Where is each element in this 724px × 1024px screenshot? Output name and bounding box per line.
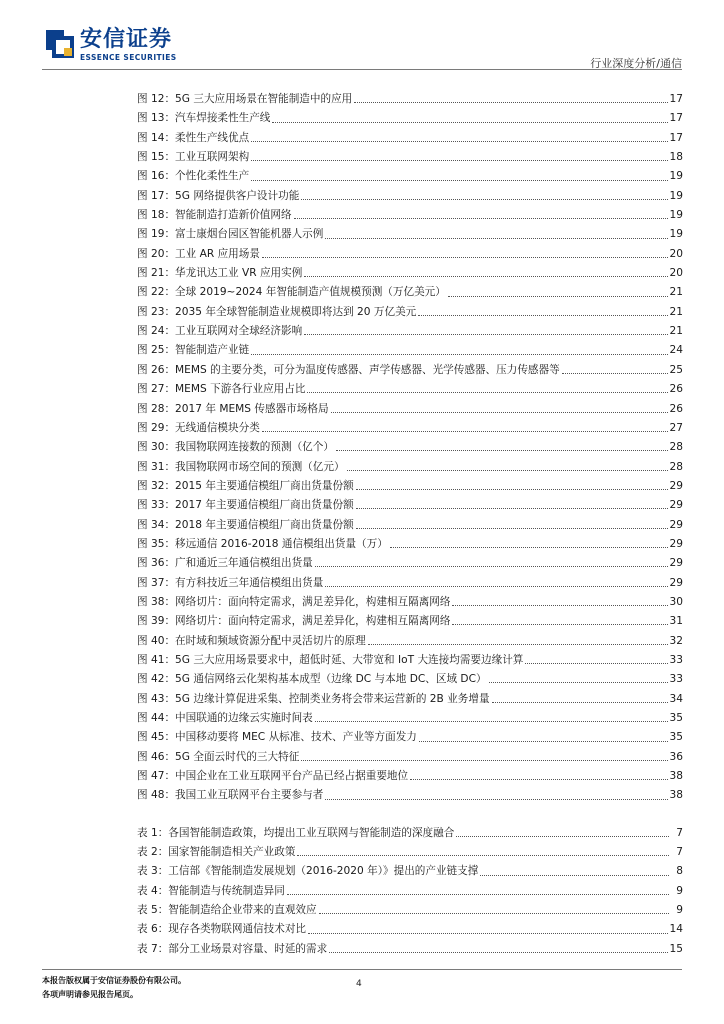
entry-label: 图 39： <box>137 615 176 628</box>
figure-entry[interactable] <box>137 206 683 225</box>
dot-leader <box>325 798 667 800</box>
entry-page-number: 34 <box>669 692 683 705</box>
entry-page-number: 19 <box>669 189 683 202</box>
header-divider <box>42 69 682 70</box>
figure-entry[interactable] <box>137 709 683 728</box>
entry-label: 图 18： <box>137 209 176 222</box>
dot-leader <box>525 662 667 664</box>
entry-page-number: 14 <box>669 923 683 936</box>
figure-entry[interactable] <box>137 767 683 786</box>
entry-label: 图 12： <box>137 93 176 105</box>
entry-title: 广和通近三年通信模组出货量 <box>175 557 313 570</box>
figure-entry[interactable] <box>137 554 683 573</box>
figure-entry[interactable] <box>137 283 683 302</box>
entry-label: 图 30： <box>137 441 176 454</box>
entry-title: 有方科技近三年通信模组出货量 <box>175 576 324 589</box>
entry-page-number: 20 <box>669 247 683 260</box>
entry-title: 5G 三大应用场景要求中，超低时延、大带宽和 IoT 大连接均需要边缘计算 <box>175 653 524 666</box>
section-spacer <box>137 806 683 824</box>
entry-label: 图 25： <box>137 344 176 357</box>
entry-title: 工业互联网架构 <box>175 151 250 164</box>
entry-title: 5G 边缘计算促进采集、控制类业务将会带来运营新的 2B 业务增量 <box>175 692 490 705</box>
entry-title: 中国移动要将 MEC 从标准、技术、产业等方面发力 <box>175 731 417 744</box>
figure-entry[interactable] <box>137 574 683 593</box>
entry-label: 图 44： <box>137 712 176 724</box>
entry-label: 图 46： <box>137 750 176 763</box>
entry-title: 智能制造与传统制造异同 <box>168 884 285 897</box>
entry-page-number: 17 <box>669 112 683 125</box>
entry-label: 图 36： <box>137 557 176 570</box>
dot-leader <box>304 275 667 277</box>
entry-page-number: 17 <box>669 131 683 144</box>
entry-title: 移远通信 2016-2018 通信模组出货量（万） <box>175 537 388 550</box>
entry-label: 图 29： <box>137 421 176 434</box>
entry-title: 工业互联网对全球经济影响 <box>175 325 303 338</box>
dot-leader <box>315 720 668 722</box>
figure-entry[interactable] <box>137 477 683 496</box>
entry-page-number: 19 <box>669 170 683 183</box>
page-header <box>0 0 724 70</box>
entry-label: 图 45： <box>137 731 176 744</box>
entry-page-number: 38 <box>669 789 683 802</box>
entry-label: 表 7： <box>137 942 169 955</box>
dot-leader <box>390 546 668 548</box>
entry-page-number: 31 <box>669 615 683 628</box>
entry-page-number: 21 <box>669 286 683 299</box>
dot-leader <box>287 893 669 895</box>
figure-entry[interactable] <box>137 187 683 206</box>
dot-leader <box>325 585 667 587</box>
table-entry[interactable] <box>137 824 683 843</box>
company-logo <box>44 28 182 68</box>
figure-entry[interactable] <box>137 728 683 747</box>
entry-page-number: 29 <box>669 576 683 589</box>
entry-label: 图 41： <box>137 653 176 666</box>
logo-english-name: ESSENCE SECURITIES <box>80 53 177 62</box>
dot-leader <box>354 101 667 103</box>
entry-label: 图 31： <box>137 460 176 473</box>
entry-page-number: 29 <box>669 537 683 550</box>
dot-leader <box>262 256 668 258</box>
entry-label: 图 21： <box>137 267 176 280</box>
table-entry[interactable] <box>137 862 683 881</box>
entry-label: 图 34： <box>137 518 176 531</box>
entry-label: 表 5： <box>137 904 169 917</box>
entry-page-number: 8 <box>676 865 683 878</box>
entry-title: 部分工业场景对容量、时延的需求 <box>168 942 328 955</box>
dot-leader <box>452 623 667 625</box>
entry-title: 我国物联网连接数的预测（亿个） <box>175 441 334 454</box>
entry-title: 柔性生产线优点 <box>175 131 250 144</box>
dot-leader <box>301 759 667 761</box>
dot-leader <box>251 353 667 355</box>
entry-title: 富士康烟台园区智能机器人示例 <box>175 228 324 241</box>
dot-leader <box>272 121 667 123</box>
entry-label: 图 22： <box>137 286 176 299</box>
figure-entry[interactable] <box>137 535 683 554</box>
entry-title: 5G 三大应用场景在智能制造中的应用 <box>175 93 353 105</box>
entry-page-number: 29 <box>669 557 683 570</box>
entry-title: 智能制造打造新价值网络 <box>175 209 292 222</box>
entry-label: 图 27： <box>137 383 176 396</box>
dot-leader <box>492 701 668 703</box>
entry-title: 个性化柔性生产 <box>175 170 250 183</box>
entry-label: 表 4： <box>137 884 169 897</box>
entry-page-number: 36 <box>669 750 683 763</box>
page-number: 4 <box>356 979 362 989</box>
entry-page-number: 32 <box>669 634 683 647</box>
figure-entry[interactable] <box>137 748 683 767</box>
dot-leader <box>410 778 667 780</box>
figure-entry[interactable] <box>137 109 683 128</box>
entry-title: 中国联通的边缘云实施时间表 <box>175 712 313 724</box>
entry-label: 图 13： <box>137 112 176 125</box>
entry-title: 5G 全面云时代的三大特征 <box>175 750 300 763</box>
dot-leader <box>262 430 668 432</box>
figure-entry[interactable] <box>137 148 683 167</box>
entry-title: MEMS 的主要分类，可分为温度传感器、声学传感器、光学传感器、压力传感器等 <box>175 363 560 376</box>
entry-label: 图 43： <box>137 692 176 705</box>
entry-title: 现存各类物联网通信技术对比 <box>168 923 307 936</box>
entry-label: 图 37： <box>137 576 176 589</box>
entry-page-number: 33 <box>669 673 683 686</box>
entry-title: 2018 年主要通信模组厂商出货量份额 <box>175 518 354 531</box>
dot-leader <box>307 391 667 393</box>
document-category: 行业深度分析/通信 <box>590 57 682 70</box>
table-entry[interactable] <box>137 843 683 862</box>
figure-entry[interactable] <box>137 264 683 283</box>
footer-copyright: 本报告版权属于安信证券股份有限公司。 <box>42 976 186 985</box>
entry-page-number: 19 <box>669 228 683 241</box>
entry-label: 图 33： <box>137 499 176 512</box>
dot-leader <box>319 912 669 914</box>
table-entry[interactable] <box>137 882 683 901</box>
entry-page-number: 21 <box>669 325 683 338</box>
figure-entry[interactable] <box>137 632 683 651</box>
entry-label: 表 1： <box>137 826 169 839</box>
entry-label: 图 48： <box>137 789 176 802</box>
essence-logo-icon <box>44 28 74 58</box>
entry-page-number: 20 <box>669 267 683 280</box>
dot-leader <box>331 411 668 413</box>
entry-title: 国家智能制造相关产业政策 <box>168 846 296 859</box>
entry-label: 图 20： <box>137 247 176 260</box>
figure-entry[interactable] <box>137 341 683 360</box>
entry-label: 表 2： <box>137 846 169 859</box>
figure-entry[interactable] <box>137 400 683 419</box>
entry-title: 华龙讯达工业 VR 应用实例 <box>175 267 303 280</box>
dot-leader <box>251 179 667 181</box>
entry-title: 无线通信模块分类 <box>175 421 260 434</box>
entry-title: 工业 AR 应用场景 <box>175 247 260 260</box>
figure-entry[interactable] <box>137 419 683 438</box>
figure-entry[interactable] <box>137 612 683 631</box>
dot-leader <box>301 198 667 200</box>
entry-label: 图 17： <box>137 189 176 202</box>
entry-page-number: 29 <box>669 518 683 531</box>
entry-label: 表 3： <box>137 865 169 878</box>
entry-page-number: 38 <box>669 770 683 783</box>
entry-page-number: 35 <box>669 712 683 724</box>
entry-label: 图 24： <box>137 325 176 338</box>
entry-page-number: 27 <box>669 421 683 434</box>
dot-leader <box>315 565 668 567</box>
figure-entry[interactable] <box>137 225 683 244</box>
dot-leader <box>489 681 668 683</box>
entry-label: 图 28： <box>137 402 176 415</box>
figure-entry[interactable] <box>137 361 683 380</box>
figure-entry[interactable] <box>137 380 683 399</box>
entry-title: MEMS 下游各行业应用占比 <box>175 383 306 396</box>
entry-page-number: 18 <box>669 151 683 164</box>
entry-title: 2035 年全球智能制造业规模即将达到 20 万亿美元 <box>175 305 417 318</box>
entry-label: 图 35： <box>137 537 176 550</box>
entry-title: 中国企业在工业互联网平台产品已经占据重要地位 <box>175 770 409 783</box>
entry-title: 我国工业互联网平台主要参与者 <box>175 789 324 802</box>
dot-leader <box>304 333 667 335</box>
dot-leader <box>356 488 668 490</box>
table-entry[interactable] <box>137 901 683 920</box>
figure-entry[interactable] <box>137 458 683 477</box>
entry-title: 5G 通信网络云化架构基本成型（边缘 DC 与本地 DC、区域 DC） <box>175 673 487 686</box>
figure-entry[interactable] <box>137 167 683 186</box>
entry-title: 2017 年主要通信模组厂商出货量份额 <box>175 499 354 512</box>
entry-page-number: 9 <box>676 904 683 917</box>
entry-page-number: 35 <box>669 731 683 744</box>
dot-leader <box>480 874 669 876</box>
entry-title: 各国智能制造政策，均提出工业互联网与智能制造的深度融合 <box>168 826 455 839</box>
entry-label: 图 16： <box>137 170 176 183</box>
entry-page-number: 26 <box>669 402 683 415</box>
figure-entry[interactable] <box>137 670 683 689</box>
dot-leader <box>294 217 668 219</box>
entry-label: 图 19： <box>137 228 176 241</box>
dot-leader <box>251 140 667 142</box>
entry-title: 2017 年 MEMS 传感器市场格局 <box>175 402 329 415</box>
entry-label: 表 6： <box>137 923 169 936</box>
entry-title: 智能制造产业链 <box>175 344 250 357</box>
figure-entry[interactable] <box>137 245 683 264</box>
figure-entry[interactable] <box>137 438 683 457</box>
logo-chinese-name: 安信证券 <box>80 27 173 52</box>
dot-leader <box>562 372 668 374</box>
entry-label: 图 26： <box>137 363 176 376</box>
table-of-contents <box>137 90 683 959</box>
entry-page-number: 30 <box>669 595 683 608</box>
entry-label: 图 14： <box>137 131 176 144</box>
entry-page-number: 15 <box>669 942 683 955</box>
figure-entry[interactable] <box>137 129 683 148</box>
dot-leader <box>456 835 669 837</box>
dot-leader <box>418 314 667 316</box>
footer-disclaimer: 各项声明请参见报告尾页。 <box>42 990 138 999</box>
entry-page-number: 7 <box>676 826 683 839</box>
entry-title: 智能制造给企业带来的直观效应 <box>168 904 317 917</box>
figure-entry[interactable] <box>137 690 683 709</box>
entry-title: 工信部《智能制造发展规划（2016-2020 年）》提出的产业链支撑 <box>168 865 479 878</box>
dot-leader <box>297 854 669 856</box>
entry-page-number: 7 <box>676 846 683 859</box>
entry-page-number: 21 <box>669 305 683 318</box>
entry-page-number: 17 <box>669 93 683 105</box>
entry-title: 网络切片：面向特定需求，满足差异化，构建相互隔离网络 <box>175 595 451 608</box>
table-entry[interactable] <box>137 920 683 939</box>
dot-leader <box>356 507 668 509</box>
entry-page-number: 25 <box>669 363 683 376</box>
entry-label: 图 15： <box>137 151 176 164</box>
entry-label: 图 47： <box>137 770 176 783</box>
entry-page-number: 29 <box>669 479 683 492</box>
entry-title: 在时域和频域资源分配中灵活切片的原理 <box>175 634 366 647</box>
entry-label: 图 42： <box>137 673 176 686</box>
entry-page-number: 28 <box>669 460 683 473</box>
dot-leader <box>347 469 668 471</box>
entry-title: 全球 2019~2024 年智能制造产值规模预测（万亿美元） <box>175 286 446 299</box>
entry-page-number: 24 <box>669 344 683 357</box>
entry-label: 图 38： <box>137 595 176 608</box>
footer-divider <box>42 969 682 970</box>
dot-leader <box>308 932 668 934</box>
figure-entry[interactable] <box>137 786 683 805</box>
entry-page-number: 33 <box>669 653 683 666</box>
figure-entry[interactable] <box>137 496 683 515</box>
entry-page-number: 28 <box>669 441 683 454</box>
dot-leader <box>452 604 667 606</box>
entry-page-number: 26 <box>669 383 683 396</box>
entry-title: 2015 年主要通信模组厂商出货量份额 <box>175 479 354 492</box>
entry-title: 网络切片：面向特定需求，满足差异化，构建相互隔离网络 <box>175 615 451 628</box>
dot-leader <box>325 237 667 239</box>
dot-leader <box>329 951 667 953</box>
dot-leader <box>419 740 668 742</box>
entry-title: 5G 网络提供客户设计功能 <box>175 189 300 202</box>
entry-title: 我国物联网市场空间的预测（亿元） <box>175 460 345 473</box>
figure-entry[interactable] <box>137 651 683 670</box>
figure-entry[interactable] <box>137 516 683 535</box>
table-entry[interactable] <box>137 940 683 959</box>
entry-page-number: 9 <box>676 884 683 897</box>
dot-leader <box>368 643 668 645</box>
dot-leader <box>448 295 668 297</box>
dot-leader <box>336 449 668 451</box>
table-list <box>137 824 683 959</box>
entry-page-number: 29 <box>669 499 683 512</box>
entry-page-number: 19 <box>669 209 683 222</box>
figure-entry[interactable] <box>137 322 683 341</box>
dot-leader <box>356 527 668 529</box>
dot-leader <box>251 159 667 161</box>
figure-entry[interactable] <box>137 593 683 612</box>
entry-label: 图 32： <box>137 479 176 492</box>
entry-label: 图 40： <box>137 634 176 647</box>
figure-list <box>137 90 683 806</box>
figure-entry[interactable] <box>137 303 683 322</box>
figure-entry[interactable] <box>137 90 683 109</box>
entry-label: 图 23： <box>137 305 176 318</box>
entry-title: 汽车焊接柔性生产线 <box>175 112 271 125</box>
